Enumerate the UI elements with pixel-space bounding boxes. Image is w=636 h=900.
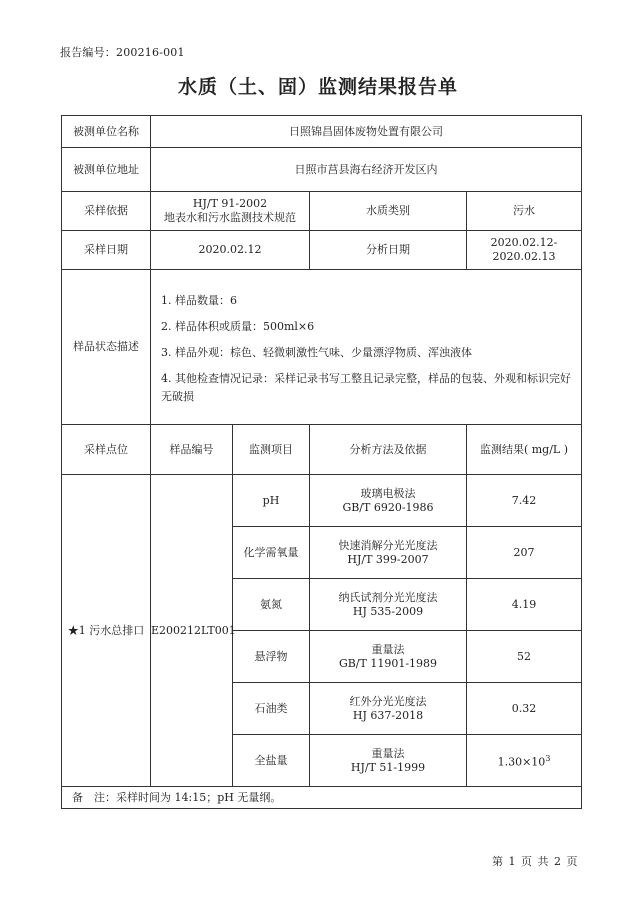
method-name: 纳氏试剂分光光度法 [338, 590, 438, 604]
result-value-base: 1.30×10 [497, 755, 546, 769]
date-row [62, 231, 582, 270]
result-value: 207 [467, 527, 582, 579]
method-standard: GB/T 11901-1989 [338, 656, 438, 670]
result-value: 0.32 [467, 683, 582, 735]
result-method [310, 683, 467, 735]
water-type-value: 污水 [467, 192, 582, 231]
result-method [310, 475, 467, 527]
report-number: 报告编号：200216-001 [60, 46, 185, 59]
unit-address-label: 被测单位地址 [62, 148, 151, 192]
status-label: 样品状态描述 [62, 270, 151, 425]
status-description [151, 270, 582, 425]
method-standard: GB/T 6920-1986 [342, 500, 434, 514]
sample-date-value: 2020.02.12 [151, 231, 310, 270]
result-method [310, 527, 467, 579]
method-name: 重量法 [371, 642, 405, 656]
status-item: 4. 其他检查情况记录：采样记录书写工整且记录完整，样品的包装、外观和标识完好无破损 [161, 372, 571, 403]
method-name: 玻璃电极法 [360, 486, 416, 500]
analysis-date-value: 2020.02.12-2020.02.13 [467, 231, 582, 270]
analysis-date-label: 分析日期 [310, 231, 467, 270]
header-point: 采样点位 [62, 425, 151, 475]
method-standard: HJ/T 51-1999 [350, 760, 426, 774]
result-value [467, 735, 582, 787]
unit-name-label: 被测单位名称 [62, 116, 151, 148]
remark [62, 787, 582, 809]
sample-date-label: 采样日期 [62, 231, 151, 270]
status-item: 1. 样品数量：6 [161, 294, 237, 307]
header-item: 监测项目 [233, 425, 310, 475]
report-table [61, 115, 582, 809]
result-item: 氨氮 [233, 579, 310, 631]
status-item: 3. 样品外观：棕色、轻微刺激性气味、少量漂浮物质、浑浊液体 [161, 346, 472, 359]
unit-name-value: 日照锦昌固体废物处置有限公司 [151, 116, 582, 148]
sampling-point: ★1 污水总排口 [62, 475, 151, 787]
result-row [62, 475, 582, 527]
result-item: 石油类 [233, 683, 310, 735]
basis-value [151, 192, 310, 231]
report-title: 水质（土、固）监测结果报告单 [177, 76, 458, 98]
method-standard: HJ 637-2018 [352, 708, 424, 722]
header-sample-no: 样品编号 [151, 425, 233, 475]
status-item: 2. 样品体积或质量：500ml×6 [161, 320, 315, 333]
remark-text: 采样时间为 14:15；pH 无量纲。 [116, 790, 282, 804]
basis-standard: HJ/T 91-2002 [192, 197, 268, 210]
result-item: 悬浮物 [233, 631, 310, 683]
page-number: 第 1 页 共 2 页 [492, 855, 579, 868]
results-header-row [62, 425, 582, 475]
basis-description: 地表水和污水监测技术规范 [164, 211, 296, 224]
unit-name-row [62, 116, 582, 148]
result-value: 52 [467, 631, 582, 683]
result-method [310, 631, 467, 683]
result-method [310, 735, 467, 787]
result-item: 全盐量 [233, 735, 310, 787]
basis-row [62, 192, 582, 231]
result-item: 化学需氧量 [233, 527, 310, 579]
header-method: 分析方法及依据 [310, 425, 467, 475]
status-row [62, 270, 582, 425]
basis-label: 采样依据 [62, 192, 151, 231]
method-standard: HJ/T 399-2007 [347, 552, 429, 566]
sample-number: E200212LT001 [151, 475, 233, 787]
method-name: 快速消解分光光度法 [338, 538, 438, 552]
method-name: 重量法 [371, 746, 405, 760]
result-value: 7.42 [467, 475, 582, 527]
result-item: pH [233, 475, 310, 527]
unit-address-row [62, 148, 582, 192]
method-name: 红外分光光度法 [349, 694, 427, 708]
status-list [161, 288, 581, 406]
header-result: 监测结果( mg/L ) [467, 425, 582, 475]
water-type-label: 水质类别 [310, 192, 467, 231]
method-standard: HJ 535-2009 [352, 604, 424, 618]
remark-row [62, 787, 582, 809]
remark-label: 备 注： [72, 790, 116, 804]
result-method [310, 579, 467, 631]
unit-address-value: 日照市莒县海右经济开发区内 [151, 148, 582, 192]
result-value: 4.19 [467, 579, 582, 631]
result-value-exponent: 3 [545, 753, 551, 763]
